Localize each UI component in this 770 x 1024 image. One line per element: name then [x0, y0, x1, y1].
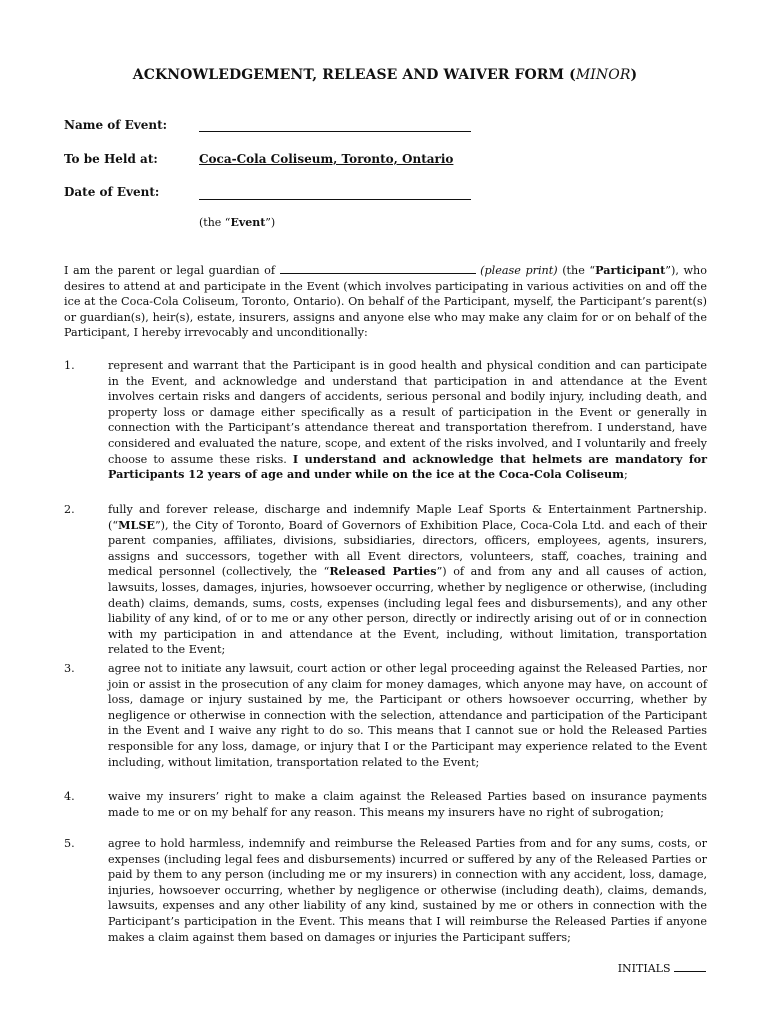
clause-2: 2. fully and forever release, discharge and indemnify Maple Leaf Sports & Entertainment Partnership. (“MLSE”), the City of Toronto, Board of Governors of Exhibition Place, Coca-Cola Ltd. and each of their parent companies, affiliates, divisions, subsidiaries, directors, officers, employees, agents, insurers, assigns and successors, together with all Event directors, volunteers, staff, coaches, training and medical personnel (collectively, the “Released Parties”) of and from any and all causes of action, lawsuits, losses, damages, injuries, howsoever occurring, whether by negligence or otherwise, (including death) claims, demands, sums, costs, expenses (including legal fees and disbursements), and any other liability of any kind, of or to me or any other person, directly or indirectly arising out of or in connection with my participation in and attendance at the Event, including, without limitation, transportation related to the Event;: [64, 503, 707, 657]
initials-blank[interactable]: [674, 963, 706, 972]
held-at-label: To be Held at:: [64, 152, 158, 166]
event-name-blank[interactable]: [199, 130, 471, 132]
event-date-label: Date of Event:: [64, 185, 160, 199]
clause-3: 3. agree not to initiate any lawsuit, court action or other legal proceeding against the Released Parties, nor join or assist in the prosecution of any claim for money damages, which anyone may have, on account of loss, damage or injury sustained by me, the Participant or others howsoever occurring, whether by negligence or otherwise in connection with the selection, attendance and participation of the Participant in the Event and I waive any right to do so. This means that I cannot sue or hold the Released Parties responsible for any loss, damage, or injury that I or the Participant may experience related to the Event including, without limitation, transportation related to the Event;: [64, 662, 707, 769]
event-definition: (the “Event”): [199, 216, 276, 229]
form-title: ACKNOWLEDGEMENT, RELEASE AND WAIVER FORM (MINOR): [132, 67, 638, 83]
initials-field: INITIALS: [618, 962, 706, 975]
held-at-value: Coca-Cola Coliseum, Toronto, Ontario: [199, 152, 454, 166]
guardian-name-blank[interactable]: [280, 264, 476, 274]
clause-4: 4. waive my insurers’ right to make a claim against the Released Parties based on insurance payments made to me or on my behalf for any reason. This means my insurers have no right of subrogation;: [64, 790, 707, 819]
clause-1: 1. represent and warrant that the Participant is in good health and physical condition and can participate in the Event, and acknowledge and understand that participation in and attendance at the Event involves certain risks and dangers of accidents, serious personal and bodily injury, including death, and property loss or damage either specifically as a result of participation in the Event or generally in connection with the Participant’s attendance thereat and transportation therefrom. I understand, have considered and evaluated the nature, scope, and extent of the risks involved, and I voluntarily and freely choose to assume these risks. I understand and acknowledge that helmets are mandatory for Participants 12 years of age and under while on the ice at the Coca-Cola Coliseum;: [64, 359, 707, 482]
event-name-label: Name of Event:: [64, 118, 168, 132]
intro-paragraph: I am the parent or legal guardian of (please print) (the “Participant”), who desires to attend at and participate in the Event (which involves participating in various activities on and off the ice at the Coca-Cola Coliseum, Toronto, Ontario). On behalf of the Participant, myself, the Participant’s parent(s) or guardian(s), heir(s), estate, insurers, assigns and anyone else who may make any claim for or on behalf of the Participant, I hereby irrevocably and unconditionally:: [64, 263, 707, 340]
event-date-blank[interactable]: [199, 198, 471, 200]
clause-5: 5. agree to hold harmless, indemnify and reimburse the Released Parties from and for any sums, costs, or expenses (including legal fees and disbursements) incurred or suffered by any of the Released Parties or paid by them to any person (including me or my insurers) in connection with any accident, loss, damage, injuries, howsoever occurring, whether by negligence or otherwise (including death), claims, demands, lawsuits, expenses and any other liability of any kind, sustained by me or others in connection with the Participant’s participation in the Event. This means that I will reimburse the Released Parties if anyone makes a claim against them based on damages or injuries the Participant suffers;: [64, 837, 707, 944]
